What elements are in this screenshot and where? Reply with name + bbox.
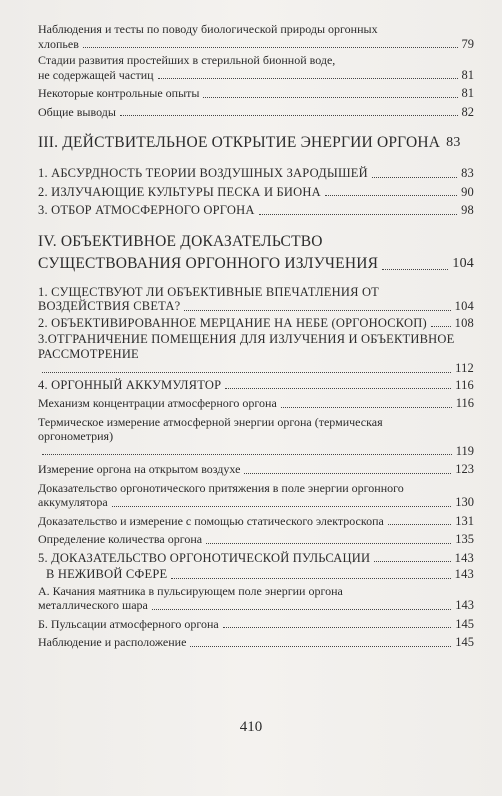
toc-page-number: 123 — [455, 462, 474, 476]
toc-entry-title: аккумулятора — [38, 495, 108, 509]
leader-dots — [42, 372, 451, 373]
toc-page-number: 83 — [446, 135, 461, 150]
section-title-line2: РАССМОТРЕНИЕ — [38, 346, 139, 361]
toc-section-4-3 — [38, 332, 474, 376]
chapter-title: СУЩЕСТВОВАНИЯ ОРГОННОГО ИЗЛУЧЕНИЯ — [38, 254, 379, 272]
toc-page-number: 119 — [455, 443, 474, 458]
leader-dots — [223, 627, 452, 628]
leader-dots — [171, 578, 450, 579]
page-number: 410 — [239, 719, 263, 735]
leader-dots — [281, 407, 452, 408]
toc-entry-general-conclusions — [38, 105, 474, 120]
toc-entry-electroscope — [38, 514, 474, 529]
leader-dots — [431, 326, 451, 327]
chapter-title-line1: IV. ОБЪЕКТИВНОЕ ДОКАЗАТЕЛЬСТВО — [38, 232, 323, 250]
toc-entry-title: не содержащей частиц — [38, 67, 154, 82]
chapter-title: III. ДЕЙСТВИТЕЛЬНОЕ ОТКРЫТИЕ ЭНЕРГИИ ОРГОНА — [38, 134, 441, 151]
leader-dots — [325, 195, 457, 196]
toc-page-number: 143 — [455, 598, 474, 612]
leader-dots — [112, 506, 452, 507]
toc-page-number: 81 — [461, 86, 474, 100]
toc-entry-title: Общие выводы — [38, 104, 116, 119]
leader-dots — [388, 524, 451, 525]
toc-entry-title: Б. Пульсации атмосферного оргона — [38, 616, 219, 631]
toc-entry-title: Некоторые контрольные опыты — [38, 86, 200, 100]
toc-entry-title: Измерение оргона на открытом воздухе — [38, 462, 241, 476]
leader-dots — [42, 454, 452, 455]
toc-page-number: 112 — [455, 361, 474, 375]
section-title-line1: 3.ОТГРАНИЧЕНИЕ ПОМЕЩЕНИЯ ДЛЯ ИЗЛУЧЕНИЯ И ОБЪЕКТИВНОЕ — [38, 332, 455, 346]
toc-section-4-1 — [38, 285, 474, 314]
toc-entry-title-line1: Наблюдения и тесты по поводу биологической природы оргонных — [38, 22, 378, 36]
toc-page-number: 130 — [455, 495, 474, 509]
section-title: ВОЗДЕЙСТВИЯ СВЕТА? — [38, 299, 181, 313]
toc-entry-title-line1: Термическое измерение атмосферной энергии оргона (термическая — [38, 414, 383, 429]
toc-page-number: 143 — [454, 567, 474, 581]
leader-dots — [83, 47, 458, 48]
toc-entry-title-line1: Доказательство оргонотического притяжения в поле энергии оргонного — [38, 480, 404, 495]
toc-page-number: 104 — [452, 255, 474, 271]
toc-chapter-3 — [38, 133, 474, 152]
toc-page-number: 143 — [454, 550, 474, 565]
leader-dots — [184, 310, 450, 311]
section-title: 3. ОТБОР АТМОСФЕРНОГО ОРГОНА — [38, 203, 255, 217]
section-title: 2. ОБЪЕКТИВИРОВАННОЕ МЕРЦАНИЕ НА НЕБЕ (ОРГОНОСКОП) — [38, 315, 427, 330]
toc-entry-orgon-quantity — [38, 532, 474, 547]
toc-page-number: 83 — [461, 166, 474, 180]
toc-section-4-4 — [38, 378, 474, 393]
toc-entry-title: хлопьев — [38, 36, 79, 51]
toc-entry-open-air-measurement — [38, 462, 474, 477]
section-title-line1: 1. СУЩЕСТВУЮТ ЛИ ОБЪЕКТИВНЫЕ ВПЕЧАТЛЕНИЯ ОТ — [38, 284, 380, 299]
toc-page-number: 98 — [461, 203, 474, 217]
section-title: 4. ОРГОННЫЙ АККУМУЛЯТОР — [38, 377, 222, 392]
toc-entry-observation — [38, 635, 474, 650]
toc-entry-orgonotic-attraction — [38, 481, 474, 510]
toc-page-number: 145 — [455, 635, 474, 649]
leader-dots — [374, 561, 450, 562]
table-of-contents — [38, 22, 474, 650]
toc-entry-concentration-mechanism — [38, 396, 474, 411]
leader-dots — [120, 115, 458, 116]
leader-dots — [244, 473, 451, 474]
section-title: В НЕЖИВОЙ СФЕРЕ — [46, 567, 168, 581]
section-title: 1. АБСУРДНОСТЬ ТЕОРИИ ВОЗДУШНЫХ ЗАРОДЫШЕЙ — [38, 166, 368, 180]
toc-entry-atmospheric-pulsation — [38, 617, 474, 632]
toc-entry-title: Доказательство и измерение с помощью статического электроскопа — [38, 513, 384, 528]
section-title: 2. ИЗЛУЧАЮЩИЕ КУЛЬТУРЫ ПЕСКА И БИОНА — [38, 184, 321, 199]
toc-entry-title-line1: А. Качания маятника в пульсирующем поле энергии оргона — [38, 583, 343, 598]
leader-dots — [259, 214, 458, 215]
toc-page-number: 135 — [455, 532, 474, 546]
toc-page-number: 81 — [461, 67, 474, 82]
toc-entry-title: металлического шара — [38, 598, 148, 612]
toc-section-4-2 — [38, 316, 474, 331]
toc-page-number: 131 — [455, 513, 474, 528]
toc-page-number: 82 — [461, 104, 474, 119]
leader-dots — [372, 177, 457, 178]
toc-page-number: 116 — [455, 396, 474, 410]
toc-entry-title: Механизм концентрации атмосферного оргона — [38, 396, 277, 410]
toc-page-number: 116 — [455, 377, 474, 392]
toc-page-number: 79 — [461, 36, 474, 51]
toc-entry-title-line2: оргонометрия) — [38, 429, 114, 443]
toc-section-3-1 — [38, 166, 474, 181]
toc-chapter-4 — [38, 232, 474, 273]
toc-entry-floc-tests — [38, 22, 474, 51]
leader-dots — [225, 388, 451, 389]
leader-dots — [152, 609, 451, 610]
leader-dots — [382, 269, 448, 270]
toc-page-number: 104 — [454, 299, 474, 313]
toc-entry-title: Наблюдение и расположение — [38, 635, 187, 649]
toc-page-number: 145 — [455, 616, 474, 631]
toc-entry-title: Определение количества оргона — [38, 532, 203, 546]
leader-dots — [158, 78, 458, 79]
toc-section-3-3 — [38, 203, 474, 218]
leader-dots — [206, 543, 451, 544]
toc-entry-title-line1: Стадии развития простейших в стерильной бионной воде, — [38, 53, 336, 67]
toc-page-number: 90 — [461, 184, 474, 199]
toc-section-4-5 — [38, 551, 474, 566]
toc-entry-protozoa-stages — [38, 53, 474, 82]
leader-dots — [190, 646, 451, 647]
toc-section-4-5-cont — [38, 567, 474, 582]
leader-dots — [203, 97, 457, 98]
toc-entry-control-experiments — [38, 86, 474, 101]
toc-page-number: 108 — [454, 315, 474, 330]
toc-entry-pendulum — [38, 584, 474, 613]
section-title: 5. ДОКАЗАТЕЛЬСТВО ОРГОНОТИЧЕСКОЙ ПУЛЬСАЦИИ — [38, 550, 371, 565]
toc-section-3-2 — [38, 185, 474, 200]
toc-entry-thermal-measurement — [38, 415, 474, 459]
